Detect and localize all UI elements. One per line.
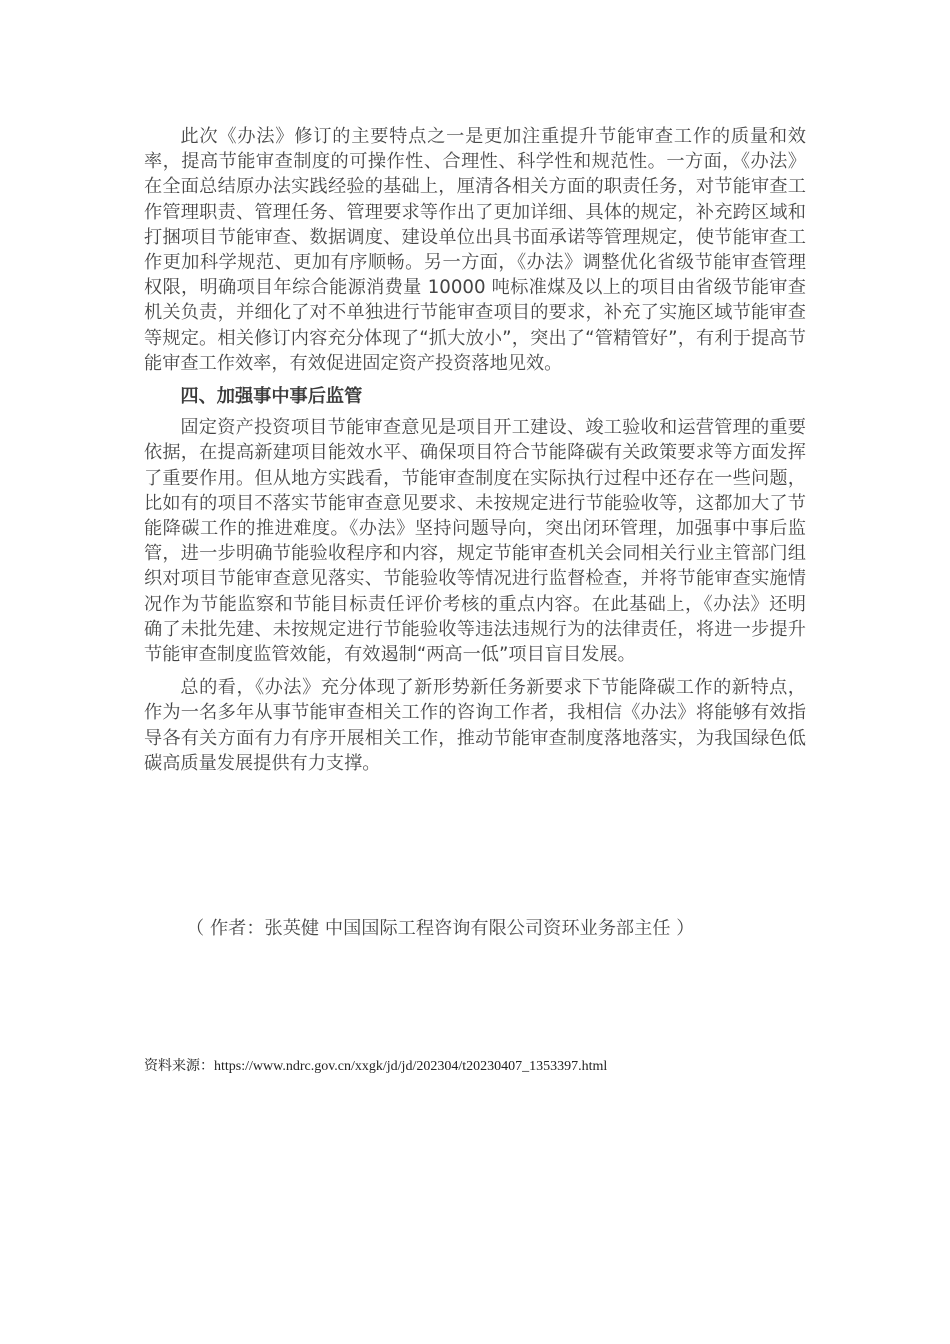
source-citation: 资料来源：https://www.ndrc.gov.cn/xxgk/jd/jd/202304/t20230407_1353397.html xyxy=(144,1059,608,1074)
paragraph-revision-features: 此次《办法》修订的主要特点之一是更加注重提升节能审查工作的质量和效率，提高节能审查制度的可操作性、合理性、科学性和规范性。一方面，《办法》在全面总结原办法实践经验的基础上，厘清各相关方面的职责任务，对节能审查工作管理职责、管理任务、管理要求等作出了更加详细、具体的规定，补充跨区域和打捆项目节能审查、数据调度、建设单位出具书面承诺等管理规定，使节能审查工作更加科学规范、更加有序顺畅。另一方面，《办法》调整优化省级节能审查管理权限，明确项目年综合能源消费量 10000 吨标准煤及以上的项目由省级节能审查机关负责，并细化了对不单独进行节能审查项目的要求，补充了实施区域节能审查等规定。相关修订内容充分体现了“抓大放小”，突出了“管精管好”，有利于提高节能审查工作效率，有效促进固定资产投资落地见效。 xyxy=(144,126,806,374)
paragraph-supervision: 固定资产投资项目节能审查意见是项目开工建设、竣工验收和运营管理的重要依据，在提高新建项目能效水平、确保项目符合节能降碳有关政策要求等方面发挥了重要作用。但从地方实践看，节能审查制度在实际执行过程中还存在一些问题，比如有的项目不落实节能审查意见要求、未按规定进行节能验收等，这都加大了节能降碳工作的推进难度。《办法》坚持问题导向，突出闭环管理，加强事中事后监管，进一步明确节能验收程序和内容，规定节能审查机关会同相关行业主管部门组织对项目节能审查意见落实、节能验收等情况进行监督检查，并将节能审查实施情况作为节能监察和节能目标责任评价考核的重点内容。在此基础上，《办法》还明确了未批先建、未按规定进行节能验收等违法违规行为的法律责任，将进一步提升节能审查制度监管效能，有效遏制“两高一低”项目盲目发展。 xyxy=(144,417,806,666)
author-attribution: （ 作者：张英健 中国国际工程咨询有限公司资环业务部主任 ） xyxy=(186,918,695,939)
section-heading-supervision: 四、加强事中事后监管 xyxy=(180,386,363,408)
paragraph-conclusion: 总的看，《办法》充分体现了新形势新任务新要求下节能降碳工作的新特点，作为一名多年从事节能审查相关工作的咨询工作者，我相信《办法》将能够有效指导各有关方面有力有序开展相关工作，推动节能审查制度落地落实，为我国绿色低碳高质量发展提供有力支撑。 xyxy=(144,677,806,774)
article-body xyxy=(144,124,806,776)
